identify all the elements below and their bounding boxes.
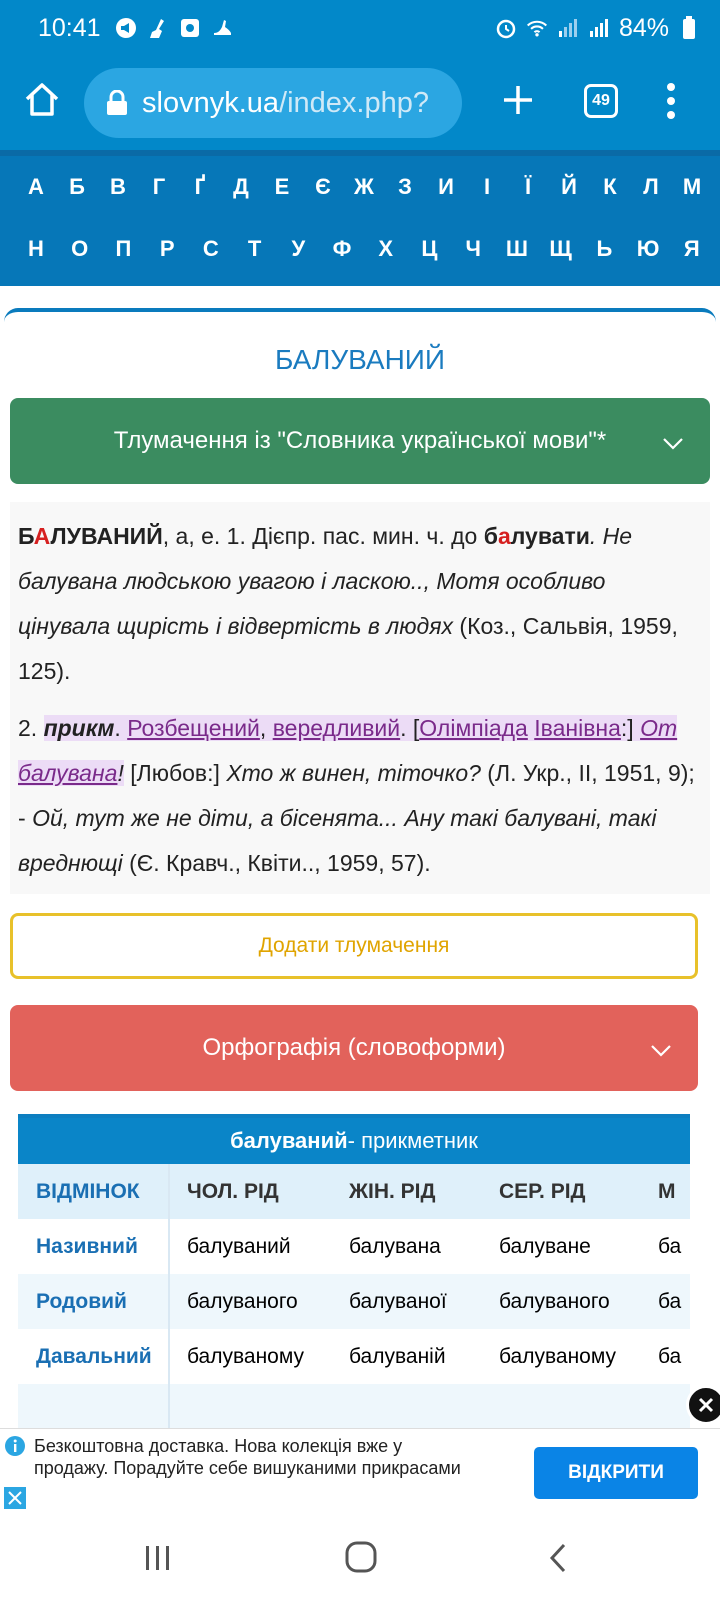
letter-link[interactable]: І — [483, 174, 491, 199]
table-cell: балуваного — [187, 1289, 298, 1313]
close-icon[interactable] — [4, 1487, 26, 1509]
letter-link[interactable]: А — [28, 174, 44, 199]
ad-text: Безкоштовна доставка. Нова колекція вже у продажу. Порадуйте себе вишуканими прикрасами — [34, 1436, 461, 1478]
table-row — [18, 1384, 690, 1434]
column-header: СЕР. РІД — [499, 1179, 586, 1203]
battery-icon — [678, 17, 700, 39]
page-title: БАЛУВАНИЙ — [274, 344, 446, 375]
word-link[interactable]: От — [640, 715, 678, 741]
letter-link[interactable]: В — [110, 174, 126, 199]
letter-link[interactable]: Г — [152, 174, 166, 199]
letter-link[interactable]: Ц — [421, 236, 438, 261]
broom-icon — [147, 17, 169, 39]
lock-icon — [106, 90, 128, 116]
wifi-icon — [526, 17, 548, 39]
letter-link[interactable]: Т — [247, 236, 262, 261]
definition-accordion-header[interactable] — [10, 398, 710, 484]
letter-link[interactable]: Ь — [596, 236, 613, 261]
synonym-link[interactable]: Розбещений — [127, 715, 260, 741]
table-row — [18, 1219, 690, 1274]
letter-link[interactable]: У — [291, 236, 306, 261]
letter-link[interactable]: Ж — [354, 174, 374, 199]
letter-link[interactable]: Б — [69, 174, 85, 199]
table-header-row — [18, 1164, 690, 1219]
table-title: балуваний - прикметник — [18, 1118, 690, 1164]
battery-percent: 84% — [618, 13, 669, 42]
letter-link[interactable]: Є — [315, 174, 331, 199]
definition-sense-2: 2. прикм. Розбещений, вередливий. [Олімпіада Іванівна:] От балувана! [Любов:] Хто ж винен, тіточко? (Л. Укр., II, 1951, 9); - Ой, тут же не діти, а бісенята... Ану такі балувані, такі вреднющі (Є. Кравч., Квіти.., 1959, 57). — [18, 715, 695, 876]
word-link[interactable]: Іванівна — [534, 715, 621, 741]
add-definition-button[interactable]: Додати тлумачення — [10, 913, 698, 979]
table-cell: балуваному — [187, 1344, 305, 1368]
notification-icons — [115, 17, 233, 39]
letter-link[interactable]: Ю — [636, 236, 660, 261]
letter-link[interactable]: Е — [274, 174, 290, 199]
table-row — [18, 1329, 690, 1384]
spelling-accordion-label: Орфографія (словоформи) — [202, 1034, 506, 1061]
ad-close-icon[interactable] — [686, 1385, 720, 1425]
url-host: slovnyk.ua — [142, 86, 280, 119]
table-cell: балуваної — [349, 1289, 447, 1313]
letter-link[interactable]: Й — [561, 174, 577, 199]
letter-link[interactable]: Ш — [505, 236, 528, 261]
system-icons — [495, 14, 700, 43]
table-cell: ба — [658, 1344, 682, 1368]
case-name: Давальний — [18, 1329, 170, 1384]
back-icon[interactable] — [548, 1542, 568, 1574]
column-header: ВІДМІНОК — [18, 1164, 170, 1219]
more-menu-icon[interactable] — [664, 82, 678, 120]
definition-sense-1: БАЛУВАНИЙ, а, е. 1. Дієпр. пас. мин. ч. до балувати. Не балувана людською увагою і ласкою.., Мотя особливо цінувала щирість і відвертість в людях (Коз., Сальвія, 1959, 125). — [18, 523, 678, 684]
letter-link[interactable]: Ґ — [194, 174, 206, 199]
letter-link[interactable]: Л — [643, 174, 659, 199]
synonym-link[interactable]: вередливий — [272, 715, 401, 741]
home-icon[interactable] — [22, 80, 62, 120]
alphabet-nav — [0, 150, 720, 286]
recent-apps-icon[interactable] — [144, 1542, 172, 1574]
letter-link[interactable]: И — [438, 174, 454, 199]
ad-open-button[interactable]: ВІДКРИТИ — [534, 1447, 698, 1499]
letter-link[interactable]: Н — [28, 236, 44, 261]
letter-link[interactable]: К — [603, 174, 617, 199]
url-path: /index.php? — [279, 86, 429, 119]
signal-icon-2 — [588, 17, 610, 39]
address-bar[interactable] — [84, 68, 462, 138]
definition-text — [10, 502, 710, 894]
browser-toolbar — [0, 56, 720, 150]
letter-link[interactable]: Ч — [465, 236, 481, 261]
alphabet-row-2 — [0, 218, 720, 280]
table-cell: балуваний — [187, 1234, 291, 1258]
letter-link[interactable]: П — [115, 236, 132, 261]
new-tab-icon[interactable] — [500, 82, 536, 118]
letter-link[interactable]: Ї — [524, 174, 532, 199]
letter-link[interactable]: О — [71, 236, 89, 261]
letter-link[interactable]: З — [398, 174, 412, 199]
declension-table[interactable] — [18, 1114, 690, 1434]
table-cell: ба — [658, 1289, 682, 1313]
column-header: ЧОЛ. РІД — [187, 1179, 279, 1203]
megaphone-icon — [115, 17, 137, 39]
letter-link[interactable]: Р — [159, 236, 175, 261]
letter-link[interactable]: Щ — [549, 236, 572, 261]
system-nav-bar — [0, 1516, 720, 1600]
alarm-icon — [495, 17, 517, 39]
case-name: Родовий — [18, 1274, 170, 1329]
status-time: 10:41 — [38, 13, 101, 42]
table-cell: балуваного — [499, 1289, 610, 1313]
table-cell: балувана — [349, 1234, 441, 1258]
table-cell: ба — [658, 1234, 682, 1258]
table-cell: балуваному — [499, 1344, 617, 1368]
source-1: (Коз., Сальвія, 1959, 125). — [18, 613, 678, 684]
app-notification-icon — [179, 17, 201, 39]
letter-link[interactable]: Ф — [332, 236, 352, 261]
table-cell: балуваній — [349, 1344, 446, 1368]
signal-icon-1 — [557, 17, 579, 39]
headword: БАЛУВАНИЙ — [18, 523, 163, 549]
letter-link[interactable]: С — [202, 236, 219, 261]
shoe-icon — [211, 17, 233, 39]
letter-link[interactable]: Д — [233, 174, 249, 199]
info-icon[interactable] — [4, 1435, 26, 1457]
chevron-down-icon — [650, 1037, 672, 1051]
letter-link[interactable]: Х — [378, 236, 394, 261]
letter-link[interactable]: Я — [683, 236, 700, 261]
home-nav-icon[interactable] — [344, 1540, 378, 1574]
column-header: М — [658, 1179, 676, 1203]
ad-banner[interactable] — [0, 1428, 720, 1516]
tabs-counter-button[interactable]: 49 — [584, 84, 618, 118]
definition-accordion-label: Тлумачення із "Словника української мови"* — [113, 427, 607, 454]
column-header: ЖІН. РІД — [349, 1179, 436, 1203]
table-cell: балуване — [499, 1234, 591, 1258]
reference-word-link[interactable]: балувати — [483, 523, 590, 549]
word-link[interactable]: балувана — [18, 760, 118, 786]
table-row — [18, 1274, 690, 1329]
word-card — [4, 308, 716, 1428]
letter-link[interactable]: М — [682, 174, 702, 199]
case-name: Називний — [18, 1219, 170, 1274]
example-quote-1: . Не балувана людською увагою і ласкою.., Мотя особливо цінувала щирість і відвертість в людях — [18, 523, 633, 639]
alphabet-row-1 — [0, 156, 720, 218]
word-link[interactable]: Олімпіада — [419, 715, 528, 741]
spelling-accordion-header[interactable] — [10, 1005, 698, 1091]
chevron-down-icon — [662, 430, 684, 444]
status-bar — [0, 0, 720, 56]
